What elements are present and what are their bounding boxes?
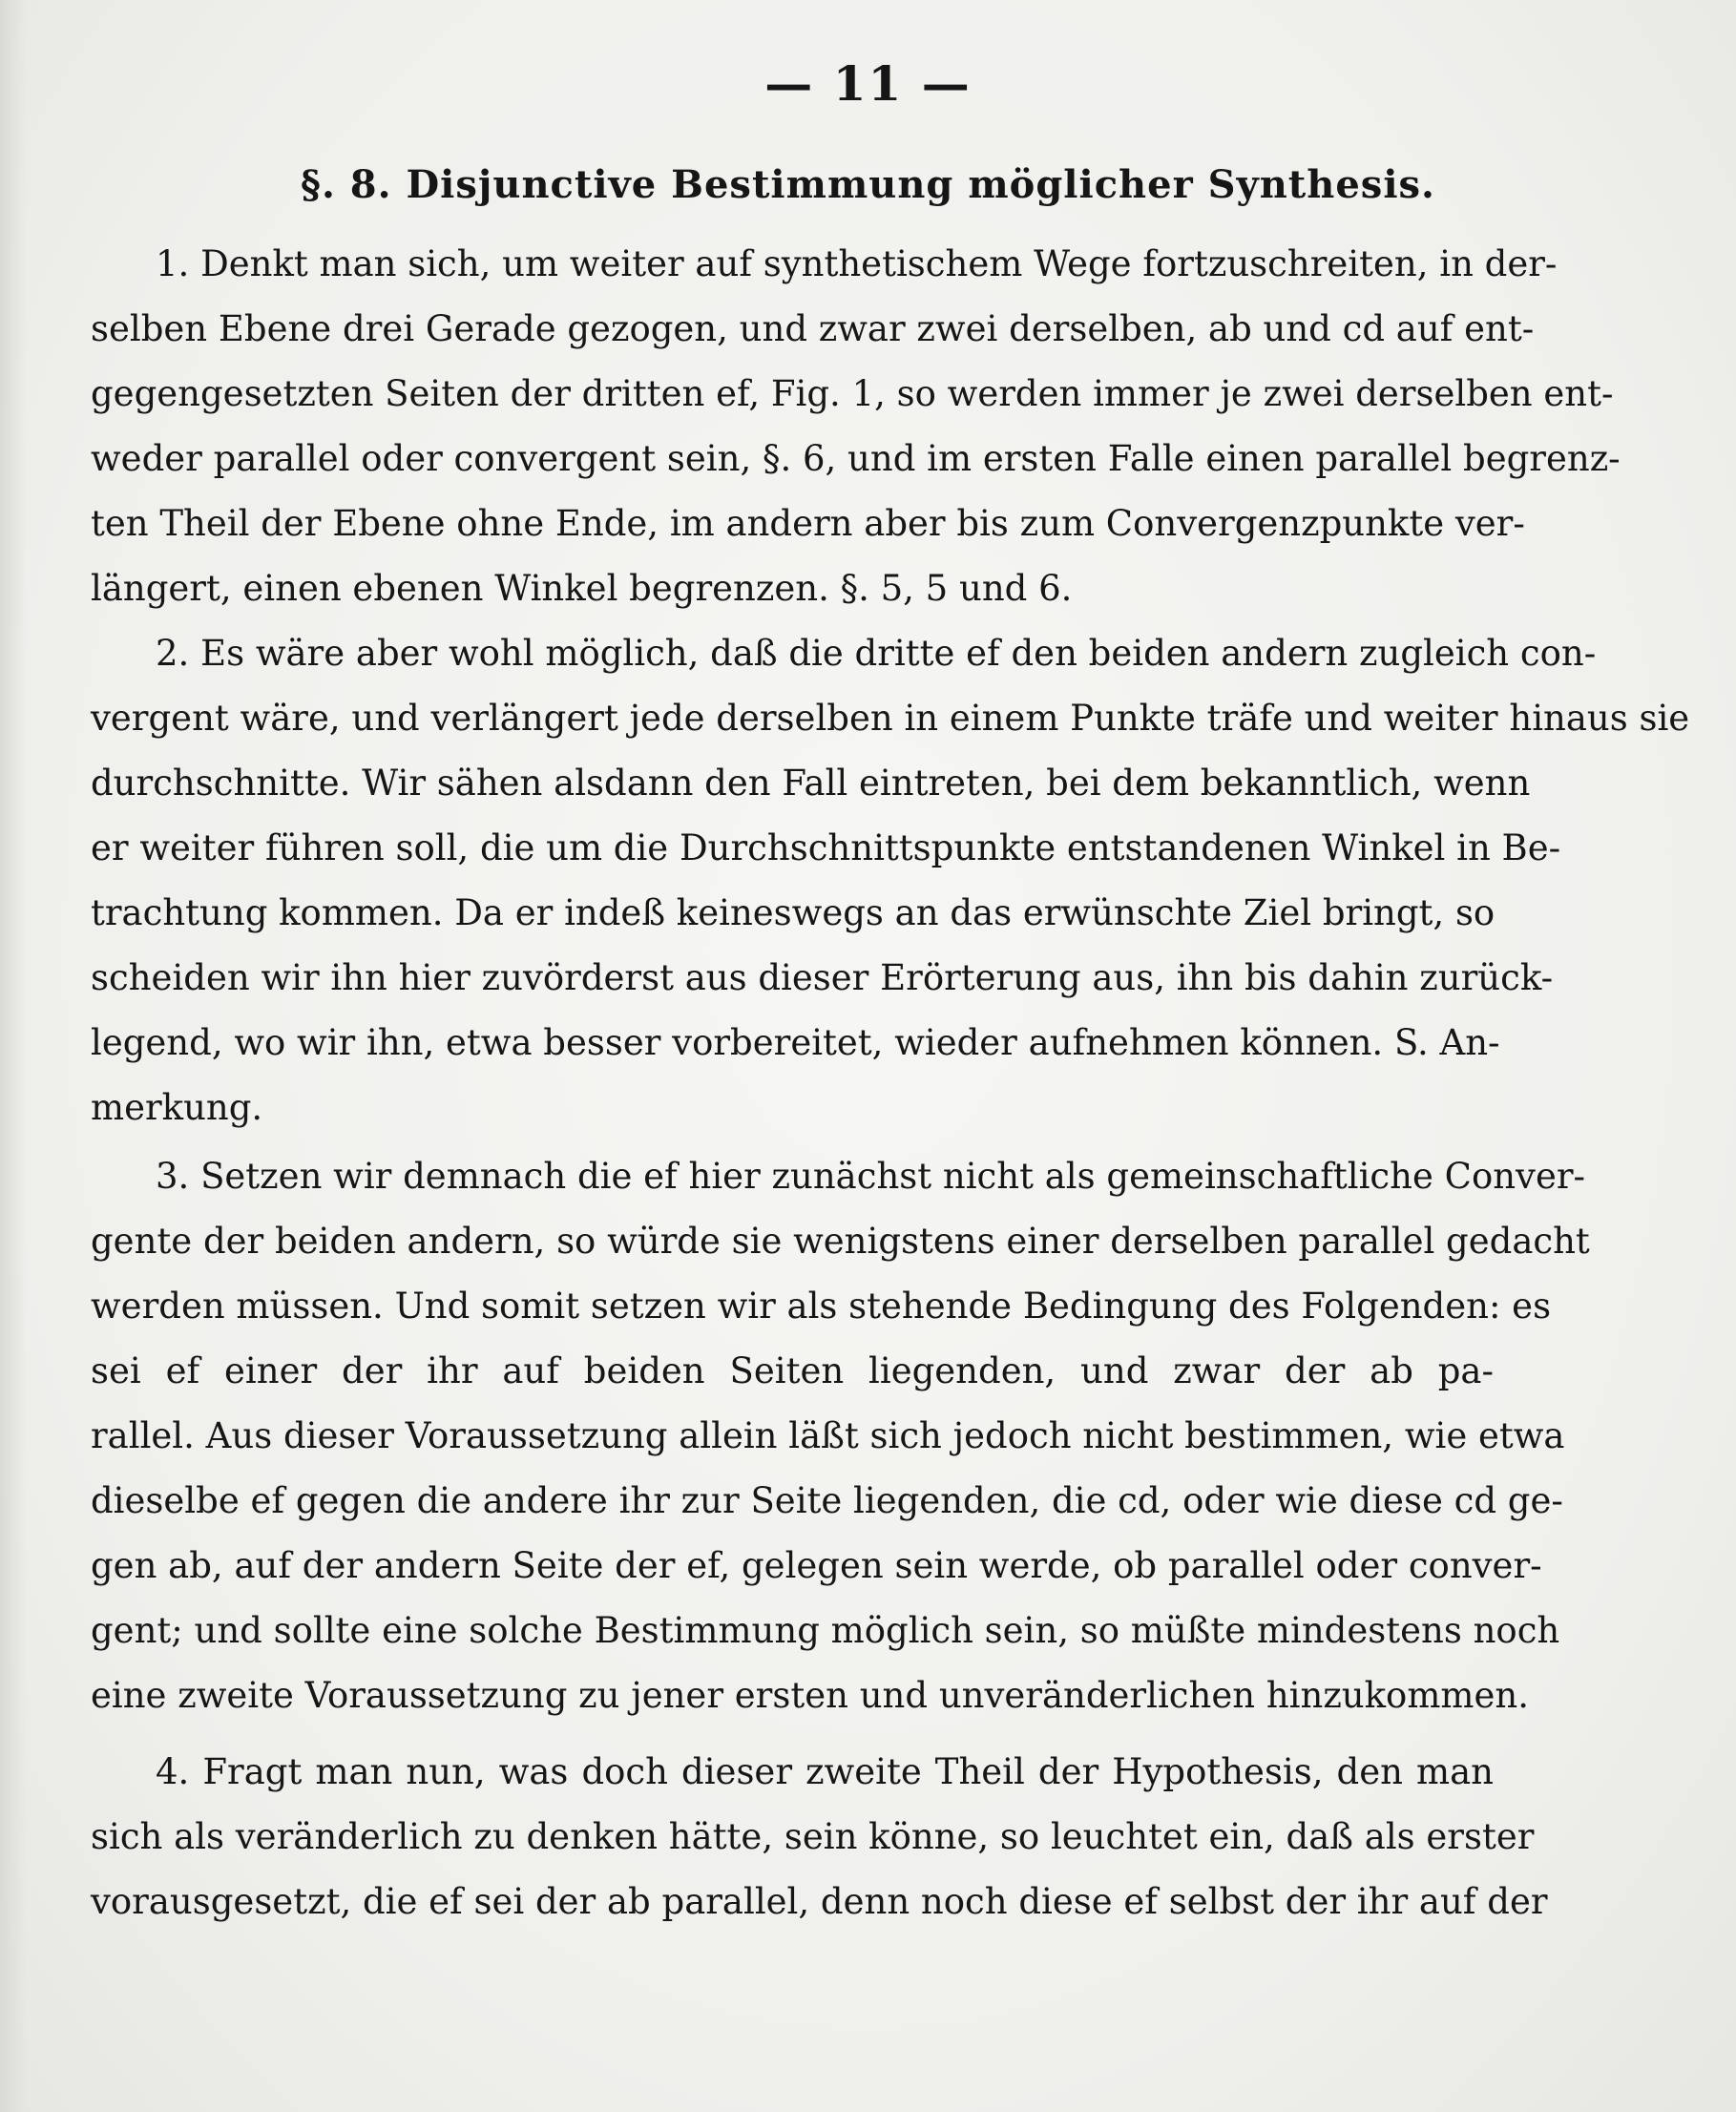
text-line: 3. Setzen wir demnach die ef hier zunächst nicht als gemeinschaftliche Conver-: [156, 1156, 1586, 1197]
text-line: gegengesetzten Seiten der dritten ef, Fig. 1, so werden immer je zwei derselben ent-: [91, 373, 1614, 414]
text-line: werden müssen. Und somit setzen wir als stehende Bedingung des Folgenden: es: [91, 1286, 1552, 1327]
text-line: selben Ebene drei Gerade gezogen, und zwar zwei derselben, ab und cd auf ent-: [91, 308, 1535, 349]
text-line: weder parallel oder convergent sein, §. 6, und im ersten Falle einen parallel begrenz-: [91, 438, 1621, 479]
spine-shadow: [0, 0, 27, 2112]
text-line: vergent wäre, und verlängert jede derselben in einem Punkte träfe und weiter hinaus sie: [91, 698, 1690, 739]
text-line: merkung.: [91, 1087, 263, 1128]
text-line: durchschnitte. Wir sähen alsdann den Fall eintreten, bei dem bekanntlich, wenn: [91, 763, 1531, 804]
text-line: sei ef einer der ihr auf beiden Seiten liegenden, und zwar der ab pa-: [91, 1350, 1494, 1391]
text-line: 2. Es wäre aber wohl möglich, daß die dritte ef den beiden andern zugleich con-: [156, 633, 1597, 674]
text-line: sich als veränderlich zu denken hätte, sein könne, so leuchtet ein, daß als erster: [91, 1816, 1535, 1857]
section-heading: §. 8. Disjunctive Bestimmung möglicher Synthesis.: [301, 162, 1435, 207]
text-line: 1. Denkt man sich, um weiter auf synthetischem Wege fortzuschreiten, in der-: [156, 243, 1558, 284]
text-line: 4. Fragt man nun, was doch dieser zweite Theil der Hypothesis, den man: [156, 1751, 1494, 1792]
text-line: trachtung kommen. Da er indeß keineswegs an das erwünschte Ziel bringt, so: [91, 892, 1495, 933]
text-line: eine zweite Voraussetzung zu jener ersten und unveränderlichen hinzukommen.: [91, 1675, 1529, 1716]
text-line: gen ab, auf der andern Seite der ef, gelegen sein werde, ob parallel oder conver-: [91, 1545, 1542, 1586]
text-line: er weiter führen soll, die um die Durchschnittspunkte entstandenen Winkel in Be-: [91, 827, 1561, 868]
text-line: vorausgesetzt, die ef sei der ab parallel, denn noch diese ef selbst der ihr auf der: [91, 1881, 1548, 1922]
text-line: ten Theil der Ebene ohne Ende, im andern aber bis zum Convergenzpunkte ver-: [91, 503, 1525, 544]
text-line: längert, einen ebenen Winkel begrenzen. §. 5, 5 und 6.: [91, 568, 1073, 609]
page-number: — 11 —: [764, 55, 972, 112]
text-line: rallel. Aus dieser Voraussetzung allein läßt sich jedoch nicht bestimmen, wie etwa: [91, 1415, 1565, 1456]
text-line: dieselbe ef gegen die andere ihr zur Seite liegenden, die cd, oder wie diese cd ge-: [91, 1480, 1563, 1521]
text-line: gente der beiden andern, so würde sie wenigstens einer derselben parallel gedacht: [91, 1221, 1590, 1262]
text-line: legend, wo wir ihn, etwa besser vorbereitet, wieder aufnehmen können. S. An-: [91, 1022, 1500, 1063]
text-line: scheiden wir ihn hier zuvörderst aus dieser Erörterung aus, ihn bis dahin zurück-: [91, 957, 1554, 998]
text-line: gent; und sollte eine solche Bestimmung möglich sein, so müßte mindestens noch: [91, 1610, 1560, 1651]
